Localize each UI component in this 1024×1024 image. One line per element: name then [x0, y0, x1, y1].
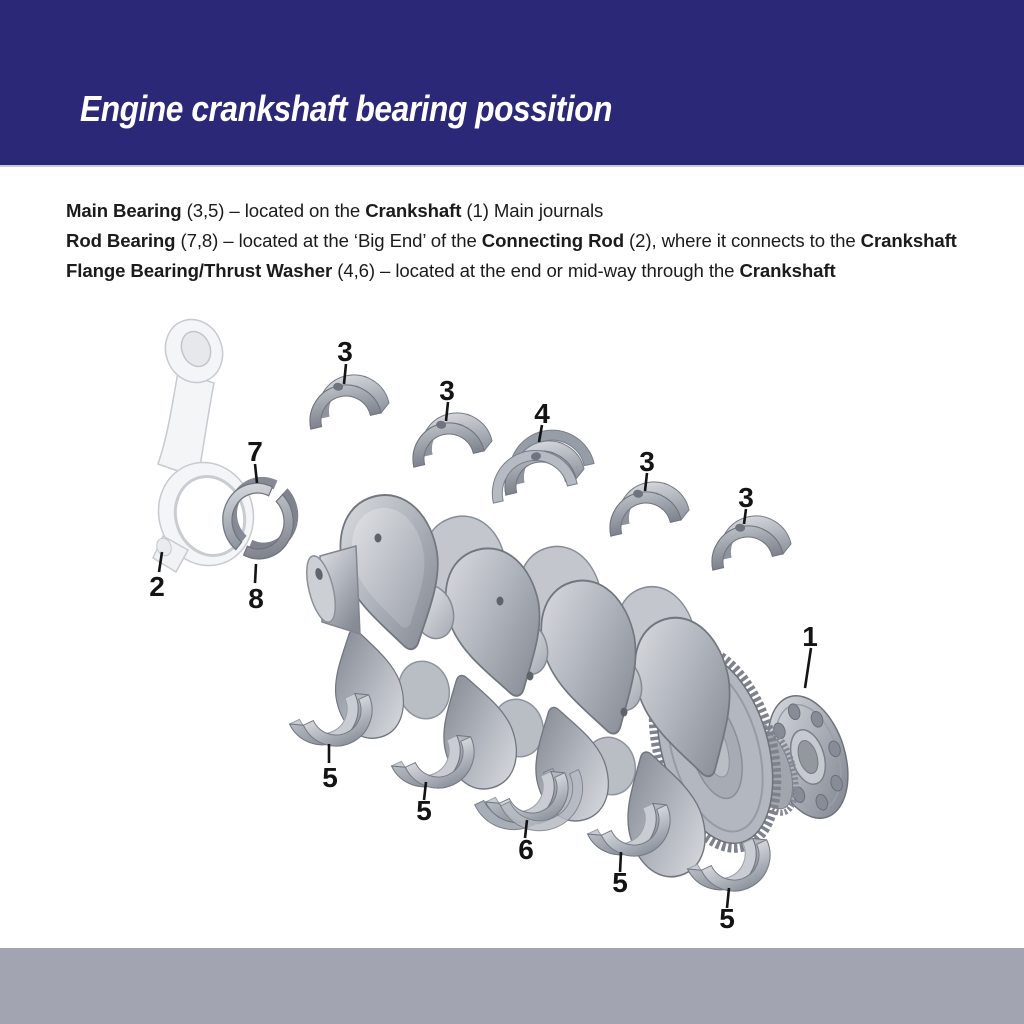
label-text: 5 [719, 903, 735, 934]
description-segment: Connecting Rod [481, 230, 624, 251]
label-text: 3 [337, 336, 353, 367]
label-text: 4 [534, 398, 550, 429]
label-text: 3 [738, 482, 754, 513]
description-segment: Main Bearing [66, 200, 182, 221]
label-main-bearing-lower-2 [416, 782, 432, 826]
label-text: 6 [518, 834, 534, 865]
description-segment: Flange Bearing/Thrust Washer [66, 260, 333, 281]
label-main-bearing-lower-1 [322, 744, 338, 793]
description-segment: (1) Main journals [461, 200, 604, 221]
label-text: 1 [802, 621, 818, 652]
label-main-bearing-lower-4 [719, 888, 735, 934]
label-text: 5 [612, 867, 628, 898]
oil-hole [621, 708, 628, 717]
oil-hole [375, 534, 382, 543]
label-text: 5 [322, 762, 338, 793]
label-rod-bearing-lower [248, 564, 264, 614]
label-text: 2 [149, 571, 165, 602]
label-text: 5 [416, 795, 432, 826]
label-text: 8 [248, 583, 264, 614]
description-segment: Rod Bearing [66, 230, 176, 251]
description-segment: (3,5) – located on the [181, 200, 366, 221]
label-main-bearing-lower-3 [612, 852, 628, 898]
description-segment: Crankshaft [860, 230, 957, 251]
label-text: 3 [639, 446, 655, 477]
description-segment: Crankshaft [739, 260, 836, 281]
label-text: 3 [439, 375, 455, 406]
description-segment: (7,8) – located at the ‘Big End’ of the [175, 230, 482, 251]
label-rod-bearing-upper [247, 436, 263, 483]
label-crankshaft [802, 621, 818, 688]
flange-bearing-upper-shell [480, 422, 598, 504]
main-bearing-upper-shell-4 [703, 509, 793, 570]
page-title: Engine crankshaft bearing possition [80, 88, 613, 129]
oil-hole [527, 672, 534, 681]
main-bearing-upper-shell-2 [404, 406, 494, 467]
footer-bar [0, 948, 1024, 1024]
description-segment: (2), where it connects to the [623, 230, 861, 251]
description-segment: Crankshaft [365, 200, 462, 221]
oil-hole [497, 597, 504, 606]
description-segment: (4,6) – located at the end or mid-way through the [332, 260, 740, 281]
label-text: 7 [247, 436, 263, 467]
